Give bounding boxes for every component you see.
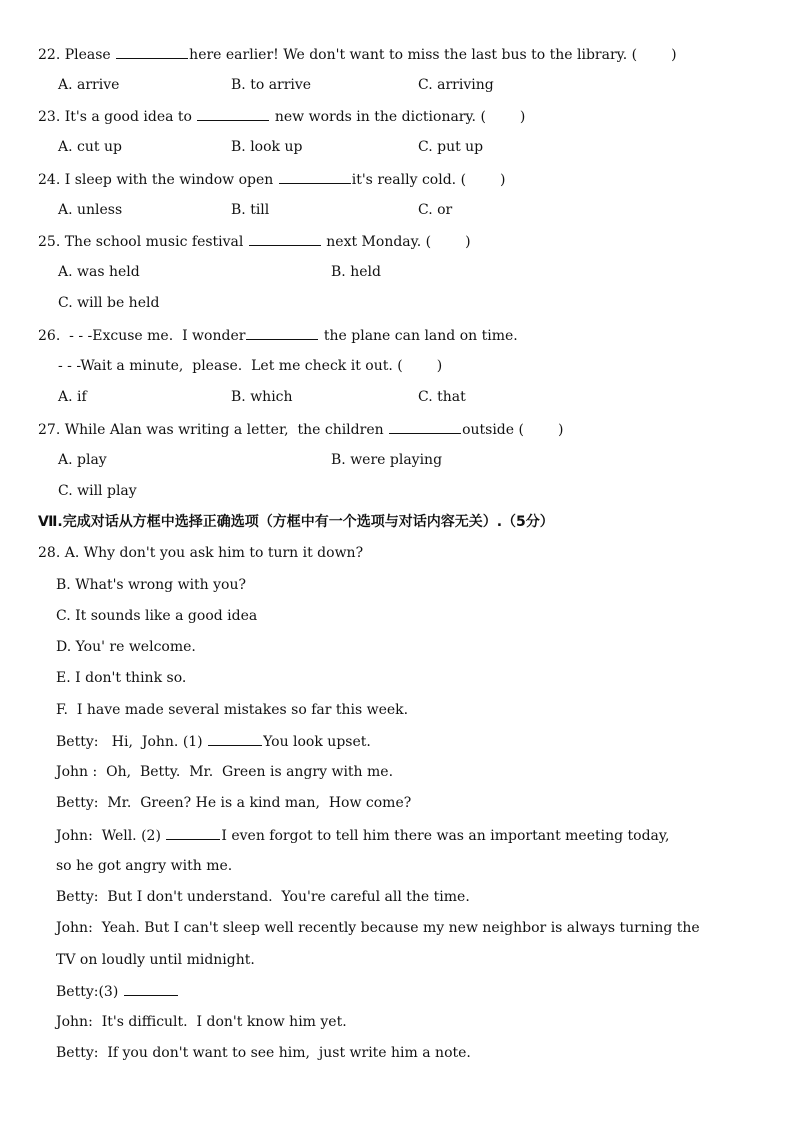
dialogue-line-1 — [56, 731, 371, 752]
question-text: next Monday. ( — [326, 234, 432, 250]
option-a: A. arrive — [58, 77, 120, 93]
paren-close: ) — [465, 234, 471, 250]
option-b: B. held — [331, 264, 381, 280]
question-number: 23. — [38, 109, 61, 125]
question-text: the plane can land on time. — [323, 328, 518, 344]
question-26 — [38, 325, 518, 346]
answer-blank[interactable] — [124, 981, 178, 996]
question-text: here earlier! We don't want to miss the last bus to the library. ( — [189, 47, 638, 63]
choice-b: B. What's wrong with you? — [56, 577, 246, 593]
question-25 — [38, 231, 471, 252]
option-b: B. were playing — [331, 452, 443, 468]
choice-f: F. I have made several mistakes so far this week. — [56, 702, 409, 718]
option-b: B. till — [231, 202, 270, 218]
dialogue-line-5: so he got angry with me. — [56, 858, 233, 874]
dialogue-line-10: John: It's difficult. I don't know him yet. — [56, 1014, 347, 1030]
answer-blank[interactable] — [246, 325, 318, 340]
option-c: C. arriving — [418, 77, 494, 93]
section-title: Ⅶ.完成对话从方框中选择正确选项（方框中有一个选项与对话内容无关）.（5分） — [38, 514, 554, 530]
option-a: A. cut up — [58, 139, 122, 155]
answer-blank[interactable] — [389, 419, 461, 434]
option-b: B. look up — [231, 139, 303, 155]
question-text: I sleep with the window open — [64, 172, 274, 188]
answer-blank[interactable] — [208, 731, 262, 746]
option-b: B. to arrive — [231, 77, 312, 93]
question-number: 26. — [38, 328, 61, 344]
dialogue-line-6: Betty: But I don't understand. You're careful all the time. — [56, 889, 470, 905]
dialogue-line-11: Betty: If you don't want to see him, just write him a note. — [56, 1045, 471, 1061]
question-number: 22. — [38, 47, 61, 63]
paren-close: ) — [671, 47, 677, 63]
dialogue-line-8: TV on loudly until midnight. — [56, 952, 255, 968]
answer-blank[interactable] — [116, 44, 188, 59]
question-number: 28. — [38, 545, 61, 561]
option-c: C. or — [418, 202, 453, 218]
question-23 — [38, 106, 525, 127]
question-text: outside ( — [462, 422, 524, 438]
choice-d: D. You' re welcome. — [56, 639, 196, 655]
dialogue-text: Betty:(3) — [56, 984, 123, 1000]
dialogue-line-4 — [56, 825, 669, 846]
dialogue-text: Betty: Hi, John. (1) — [56, 734, 208, 750]
choice-c: C. It sounds like a good idea — [56, 608, 258, 624]
option-c: C. will play — [58, 483, 137, 499]
option-b: B. which — [231, 389, 293, 405]
option-a: A. play — [58, 452, 107, 468]
question-27 — [38, 419, 563, 440]
dialogue-text: You look upset. — [263, 734, 371, 750]
question-22 — [38, 44, 677, 65]
question-text: While Alan was writing a letter, the children — [64, 422, 384, 438]
dialogue-text: I even forgot to tell him there was an important meeting today, — [221, 828, 670, 844]
paren-close: ) — [557, 422, 564, 438]
option-c: C. will be held — [58, 295, 160, 311]
answer-blank[interactable] — [249, 231, 321, 246]
dialogue-text: John: Well. (2) — [56, 828, 166, 844]
option-a: A. if — [58, 389, 87, 405]
question-text: It's a good idea to — [64, 109, 192, 125]
paren-close: ) — [500, 172, 506, 188]
dialogue-line-2: John : Oh, Betty. Mr. Green is angry with me. — [56, 764, 394, 780]
question-text: it's really cold. ( — [351, 172, 467, 188]
question-number: 24. — [38, 172, 61, 188]
question-text: The school music festival — [64, 234, 244, 250]
question-26-reply — [58, 356, 442, 376]
dialogue-line-9 — [56, 981, 179, 1002]
choice-a: A. Why don't you ask him to turn it down? — [64, 545, 364, 561]
option-c: C. put up — [418, 139, 484, 155]
answer-blank[interactable] — [197, 106, 269, 121]
answer-blank[interactable] — [279, 169, 351, 184]
question-number: 27. — [38, 422, 61, 438]
question-text: Please — [64, 47, 111, 63]
question-28 — [38, 543, 363, 563]
choice-e: E. I don't think so. — [56, 670, 187, 686]
question-text: - - -Excuse me. I wonder — [69, 328, 246, 344]
paren-close: ) — [436, 358, 443, 374]
dialogue-line-7: John: Yeah. But I can't sleep well recently because my new neighbor is always turning the — [56, 920, 700, 936]
question-24 — [38, 169, 506, 190]
question-text: new words in the dictionary. ( — [274, 109, 486, 125]
answer-blank[interactable] — [166, 825, 220, 840]
option-a: A. was held — [58, 264, 140, 280]
option-a: A. unless — [58, 202, 123, 218]
dialogue-line-3: Betty: Mr. Green? He is a kind man, How come? — [56, 795, 412, 811]
paren-close: ) — [519, 109, 526, 125]
question-number: 25. — [38, 234, 61, 250]
question-text: - - -Wait a minute, please. Let me check it out. ( — [58, 358, 403, 374]
option-c: C. that — [418, 389, 466, 405]
